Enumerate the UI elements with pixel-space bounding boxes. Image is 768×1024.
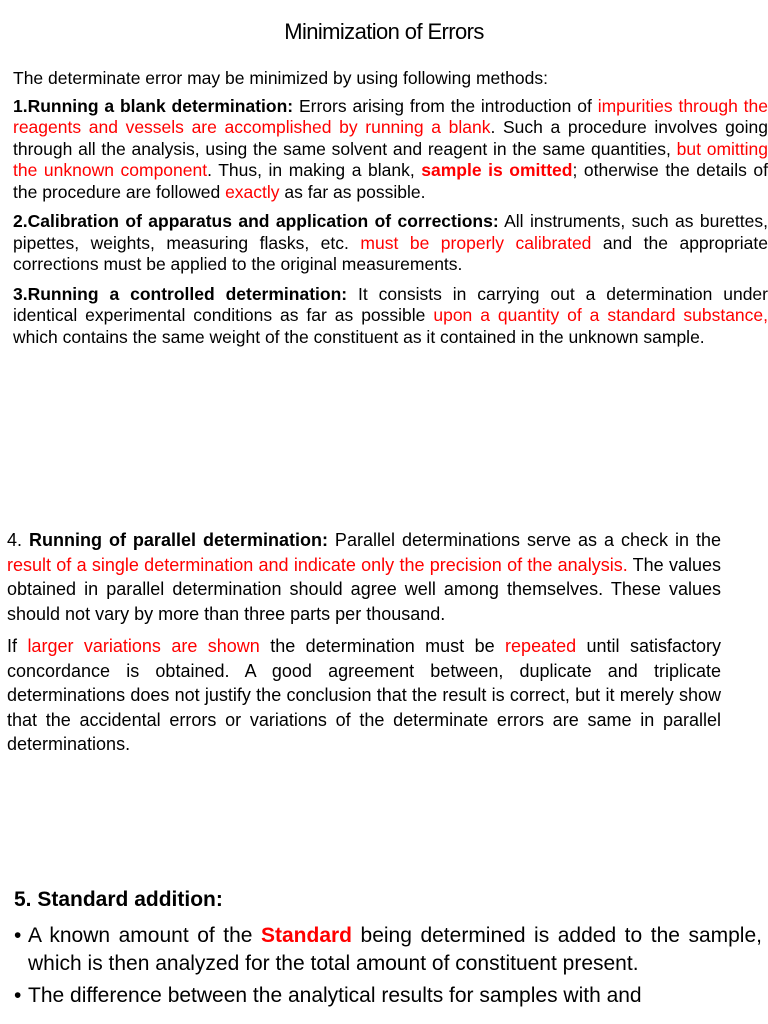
method-heading: 1.Running a blank determination: bbox=[13, 95, 294, 116]
text: Parallel determinations serve as a check in the bbox=[327, 530, 721, 550]
slide-standard-addition bbox=[0, 880, 768, 1024]
bullet-icon: • bbox=[14, 924, 22, 947]
text: All instruments, such as burettes, pipettes, weights, measuring flasks, etc. bbox=[13, 211, 768, 253]
method-calibration bbox=[13, 211, 768, 276]
highlight-text: sample is omitted bbox=[421, 160, 573, 180]
text: which contains the same weight of the constituent as it contained in the unknown sample. bbox=[13, 326, 705, 347]
text: the determination must be bbox=[259, 636, 506, 656]
section-heading: 5. Standard addition: bbox=[14, 888, 223, 911]
intro-text: The determinate error may be minimized by using following methods: bbox=[13, 68, 548, 88]
text: A known amount of the bbox=[28, 924, 261, 947]
page-title: Minimization of Errors bbox=[284, 19, 484, 44]
text: The difference between the analytical results for samples with and bbox=[28, 984, 642, 1007]
bullet-item bbox=[14, 922, 762, 978]
method-parallel-determination bbox=[7, 528, 721, 626]
text: ; otherwise the details of the procedure are followed bbox=[13, 160, 768, 202]
text: as far as possible. bbox=[279, 181, 426, 202]
slide-minimization-of-errors bbox=[0, 0, 768, 400]
method-heading: 3.Running a controlled determination: bbox=[13, 283, 348, 304]
highlight-text: exactly bbox=[225, 181, 280, 202]
bullet-item bbox=[14, 982, 762, 1010]
variations-paragraph bbox=[7, 634, 721, 757]
method-number: 4. bbox=[7, 530, 29, 550]
highlight-text: but omitting the unknown component bbox=[13, 138, 768, 180]
highlight-text: larger variations are shown bbox=[27, 636, 260, 656]
slide-parallel-determination bbox=[0, 524, 768, 784]
methods-text bbox=[13, 68, 768, 356]
method-heading: Running of parallel determination: bbox=[29, 530, 328, 550]
highlight-text: Standard bbox=[260, 924, 352, 947]
text: and the appropriate corrections must be applied to the original measurements. bbox=[13, 232, 768, 274]
parallel-text bbox=[7, 528, 721, 765]
text: The values obtained in parallel determination should agree well among themselves. These values should not vary by more than three parts per thousand. bbox=[7, 554, 721, 624]
text: until satisfactory concordance is obtained. A good agreement between, duplicate and triplicate determinations does not justify the conclusion that the result is correct, but it merely show that the accidental errors or variations of the determinate errors are same in parallel determinations. bbox=[7, 636, 722, 754]
method-blank-determination bbox=[13, 96, 768, 204]
highlight-text: repeated bbox=[505, 636, 577, 656]
text: Errors arising from the introduction of bbox=[293, 95, 598, 116]
highlight-text: must be properly calibrated bbox=[360, 232, 592, 253]
standard-addition-text bbox=[14, 886, 762, 1014]
text: being determined is added to the sample, which is then analyzed for the total amount of constituent present. bbox=[28, 924, 762, 975]
text: If bbox=[7, 636, 28, 656]
bullet-icon: • bbox=[14, 984, 22, 1007]
text: . Such a procedure involves going through all the analysis, using the same solvent and reagent in the same quantities, bbox=[13, 117, 768, 159]
highlight-text: upon a quantity of a standard substance, bbox=[433, 305, 768, 325]
method-controlled-determination bbox=[13, 284, 768, 349]
highlight-text: result of a single determination and indicate only the precision of the analysis. bbox=[7, 554, 628, 575]
text: . Thus, in making a blank, bbox=[207, 160, 422, 180]
highlight-text: impurities through the reagents and vessels are accomplished by running a blank bbox=[13, 95, 768, 137]
text: It consists in carrying out a determination under identical experimental conditions as far as possible bbox=[13, 283, 768, 325]
method-heading: 2.Calibration of apparatus and application of corrections: bbox=[13, 211, 499, 231]
